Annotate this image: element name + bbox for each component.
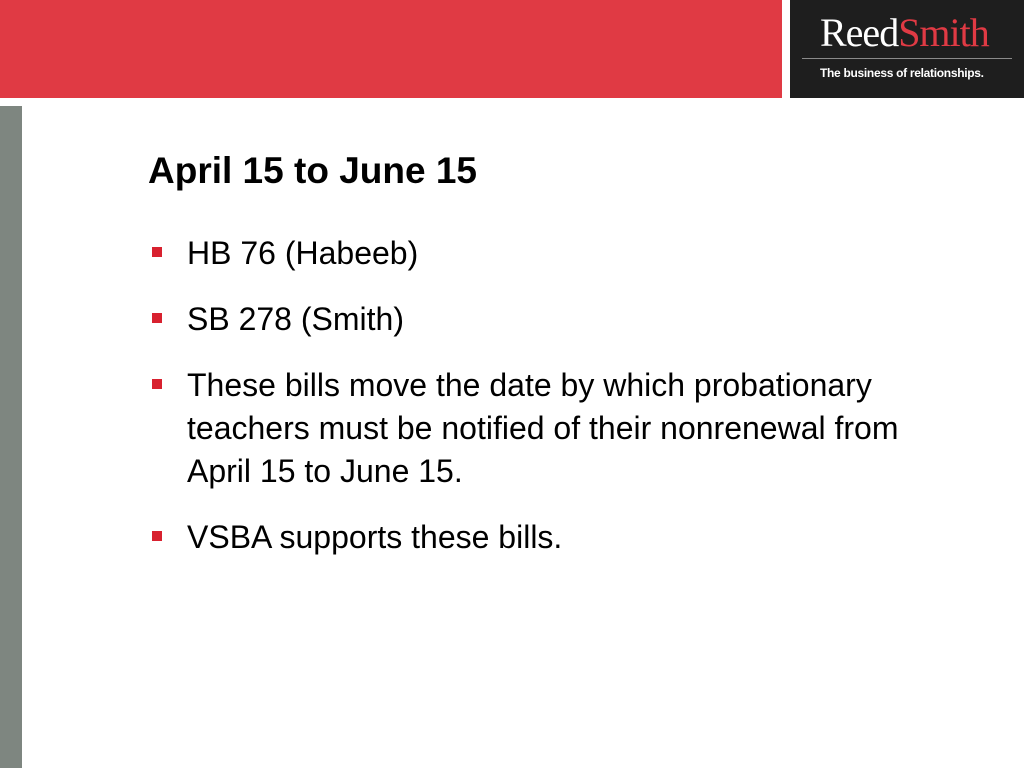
bullet-text: HB 76 (Habeeb) [187,235,419,271]
header-divider [782,0,790,98]
bullet-text: SB 278 (Smith) [187,301,404,337]
left-accent-bar [0,106,22,768]
square-bullet-icon [152,313,162,323]
header-red-band [0,0,782,98]
bullet-text: These bills move the date by which probationary teachers must be notified of their nonrenewal from April 15 to June 15. [187,367,899,489]
logo-divider [802,58,1012,59]
bullet-item [150,232,940,275]
reedsmith-logo [790,0,1024,98]
bullet-item [150,516,940,559]
logo-tagline: The business of relationships. [820,66,984,80]
logo-wordmark [820,10,989,56]
bullet-text: VSBA supports these bills. [187,519,563,555]
square-bullet-icon [152,379,162,389]
square-bullet-icon [152,531,162,541]
slide-title: April 15 to June 15 [148,150,477,191]
bullet-item [150,298,940,341]
bullet-list [150,232,940,582]
bullet-item [150,364,940,493]
square-bullet-icon [152,247,162,257]
logo-reed-text: Reed [820,10,899,55]
logo-smith-text: Smith [898,10,989,55]
